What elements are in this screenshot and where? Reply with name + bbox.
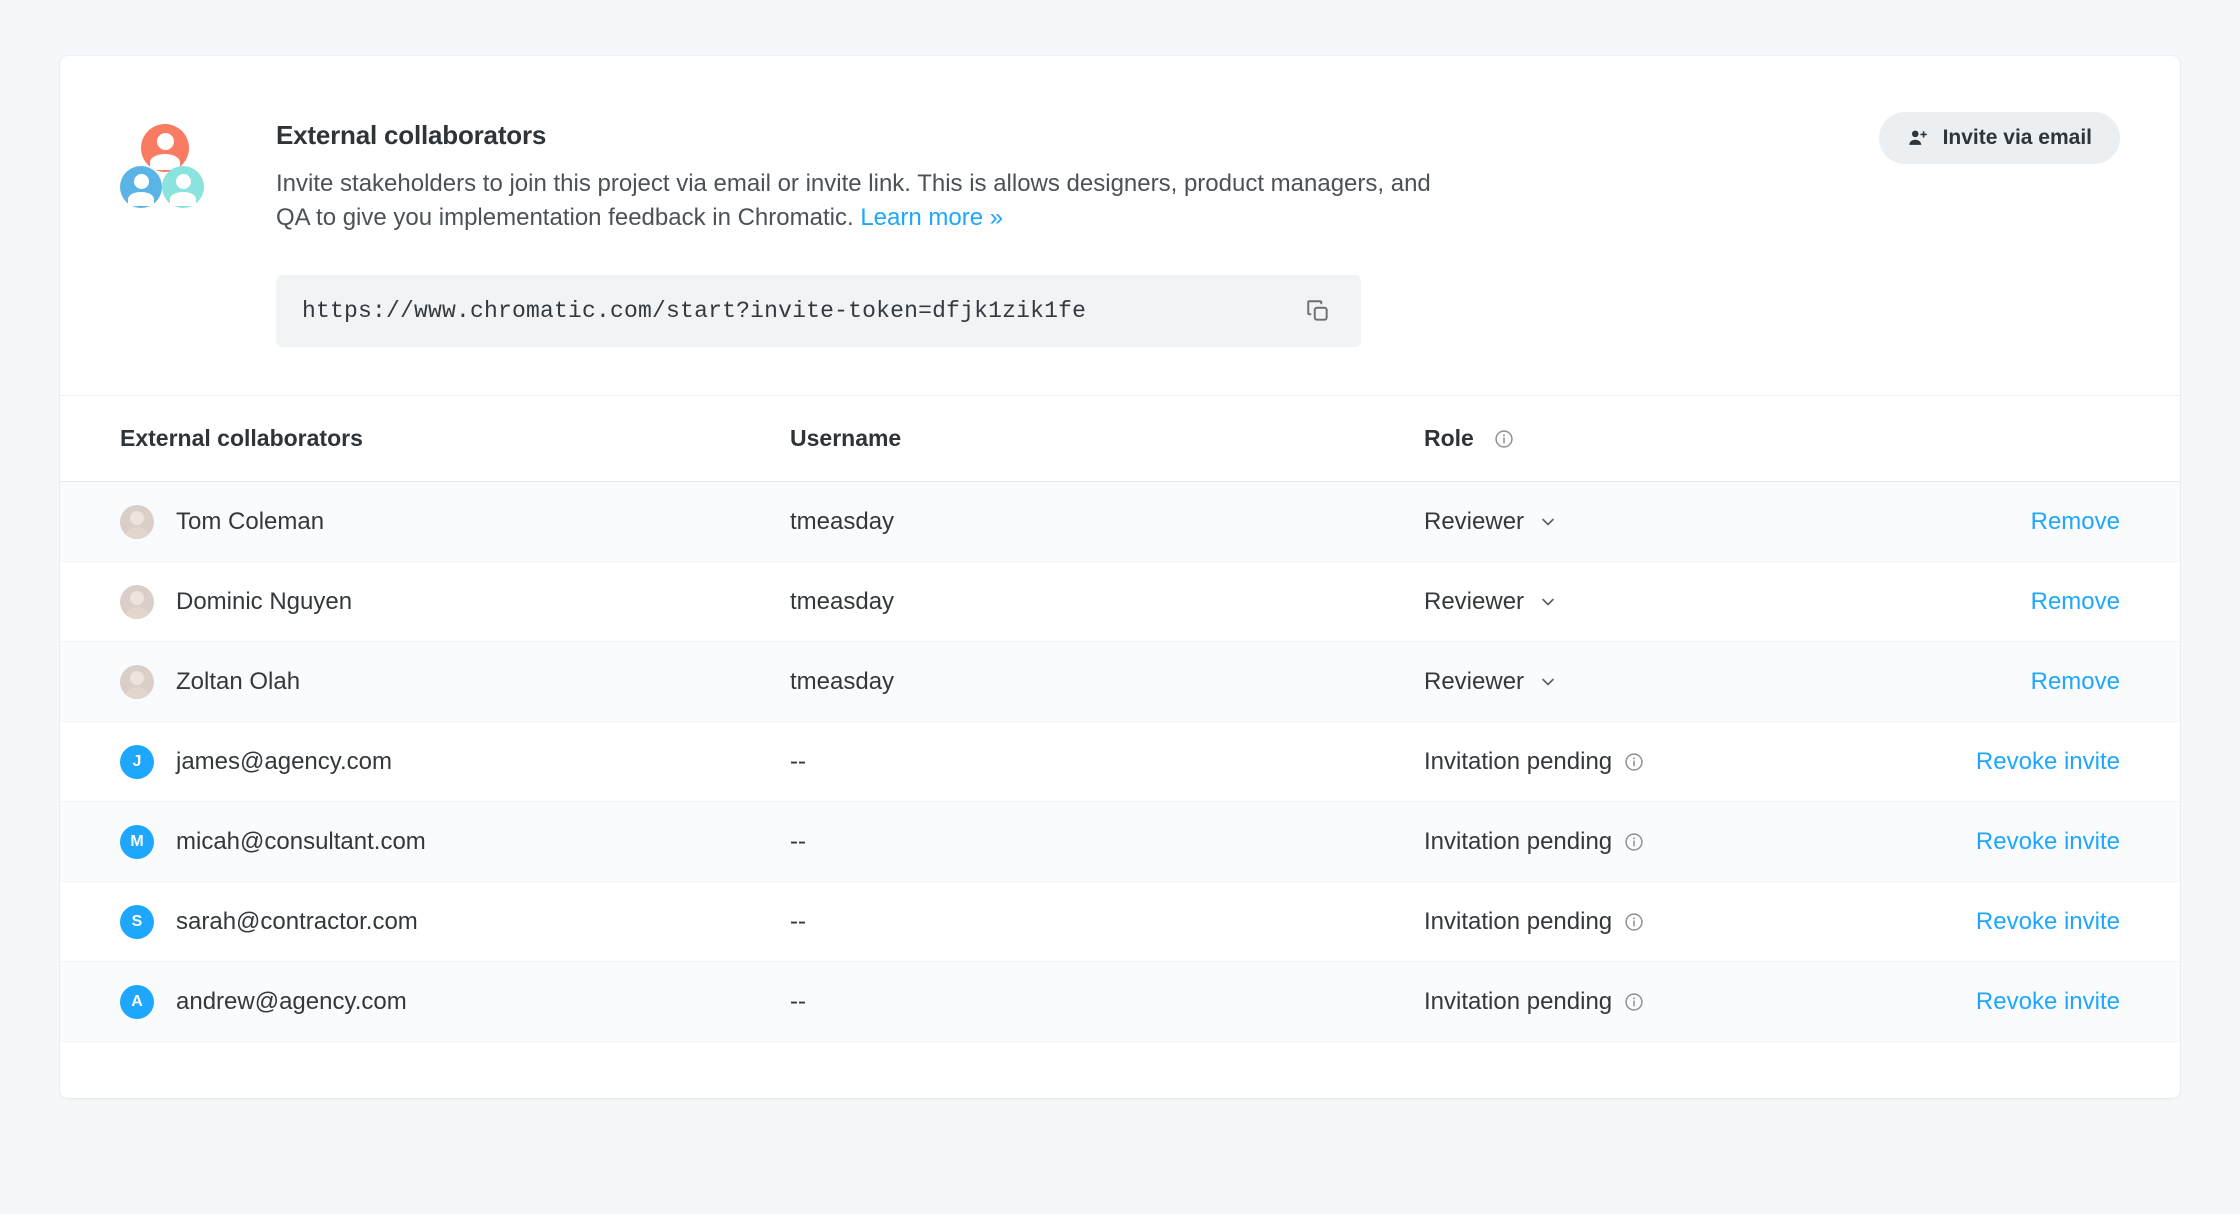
username-value: -- [790,747,806,775]
username-cell [790,588,1424,616]
collaborators-illustration [120,124,210,224]
invite-link-text: https://www.chromatic.com/start?invite-token=dfjk1zik1fe [302,298,1087,325]
row-action-link[interactable]: Remove [2030,667,2120,695]
username-cell [790,668,1424,696]
table-body [60,482,2180,1042]
avatar: M [120,825,154,859]
copy-icon[interactable] [1301,294,1335,328]
role-cell[interactable] [1424,668,1870,696]
header-description-text: Invite stakeholders to join this project via email or invite link. This is allows designers, product managers, and QA to give you implementation feedback in Chromatic. [276,170,1431,232]
row-action-cell [1870,908,2120,936]
invite-via-email-label: Invite via email [1942,126,2092,149]
table-row [60,882,2180,962]
role-value: Invitation pending [1424,907,1613,935]
header-content [210,118,2120,347]
avatar: S [120,905,154,939]
row-action-cell [1870,508,2120,536]
row-action-cell [1870,588,2120,616]
info-icon[interactable] [1624,912,1644,932]
avatar [120,585,154,619]
external-collaborators-card [60,56,2180,1098]
avatar [120,505,154,539]
row-action-link[interactable]: Remove [2030,587,2120,615]
collaborator-cell [120,665,790,699]
collaborator-name: Dominic Nguyen [176,587,353,615]
row-action-link[interactable]: Revoke invite [1975,747,2120,775]
collaborator-name: Tom Coleman [176,507,325,535]
chevron-down-icon[interactable] [1538,592,1558,612]
collaborator-name: micah@consultant.com [176,827,426,855]
username-cell [790,988,1424,1016]
column-header-username: Username [790,425,902,452]
role-cell [1424,908,1870,936]
username-cell [790,508,1424,536]
username-value: tmeasday [790,507,895,535]
role-value: Invitation pending [1424,987,1613,1015]
info-icon[interactable] [1624,832,1644,852]
collaborator-name: andrew@agency.com [176,987,407,1015]
learn-more-link[interactable]: Learn more » [860,204,1004,232]
avatar-illustration-left [120,166,162,208]
table-row [60,722,2180,802]
info-icon[interactable] [1624,992,1644,1012]
role-cell [1424,988,1870,1016]
avatar-illustration-right [162,166,204,208]
username-cell [790,748,1424,776]
table-row [60,962,2180,1042]
column-header-role [1424,425,1870,452]
row-action-cell [1870,748,2120,776]
role-value: Reviewer [1424,507,1525,535]
collaborator-cell [120,985,790,1019]
collaborators-table [60,396,2180,1098]
role-value: Reviewer [1424,667,1525,695]
table-footer-spacer [60,1042,2180,1098]
row-action-link[interactable]: Remove [2030,507,2120,535]
username-value: -- [790,907,806,935]
row-action-cell [1870,828,2120,856]
role-value: Reviewer [1424,587,1525,615]
role-cell [1424,748,1870,776]
card-header [60,56,2180,396]
avatar-illustration-top [141,124,189,172]
chevron-down-icon[interactable] [1538,672,1558,692]
username-cell [790,908,1424,936]
row-action-cell [1870,988,2120,1016]
table-row [60,562,2180,642]
invite-via-email-button[interactable] [1879,112,2120,164]
collaborator-cell [120,745,790,779]
role-value: Invitation pending [1424,827,1613,855]
table-row [60,482,2180,562]
avatar [120,665,154,699]
chevron-down-icon[interactable] [1538,512,1558,532]
avatar: J [120,745,154,779]
row-action-cell [1870,668,2120,696]
row-action-link[interactable]: Revoke invite [1975,907,2120,935]
collaborator-cell [120,585,790,619]
header-description [276,167,1456,235]
row-action-link[interactable]: Revoke invite [1975,827,2120,855]
table-row [60,642,2180,722]
role-value: Invitation pending [1424,747,1613,775]
invite-link-field[interactable] [276,275,1361,347]
info-icon[interactable] [1624,752,1644,772]
username-value: tmeasday [790,587,895,615]
username-value: tmeasday [790,667,895,695]
column-header-name: External collaborators [120,425,363,452]
username-cell [790,828,1424,856]
user-plus-icon [1907,127,1929,149]
collaborator-cell [120,825,790,859]
role-cell[interactable] [1424,588,1870,616]
collaborator-name: sarah@contractor.com [176,907,418,935]
info-icon[interactable] [1494,429,1514,449]
collaborator-cell [120,905,790,939]
username-value: -- [790,987,806,1015]
collaborator-cell [120,505,790,539]
role-cell [1424,828,1870,856]
page-title: External collaborators [276,120,547,150]
table-header-row [60,396,2180,482]
column-header-role-label: Role [1424,425,1474,452]
row-action-link[interactable]: Revoke invite [1975,987,2120,1015]
username-value: -- [790,827,806,855]
table-row [60,802,2180,882]
collaborator-name: Zoltan Olah [176,667,301,695]
avatar: A [120,985,154,1019]
collaborator-name: james@agency.com [176,747,392,775]
role-cell[interactable] [1424,508,1870,536]
